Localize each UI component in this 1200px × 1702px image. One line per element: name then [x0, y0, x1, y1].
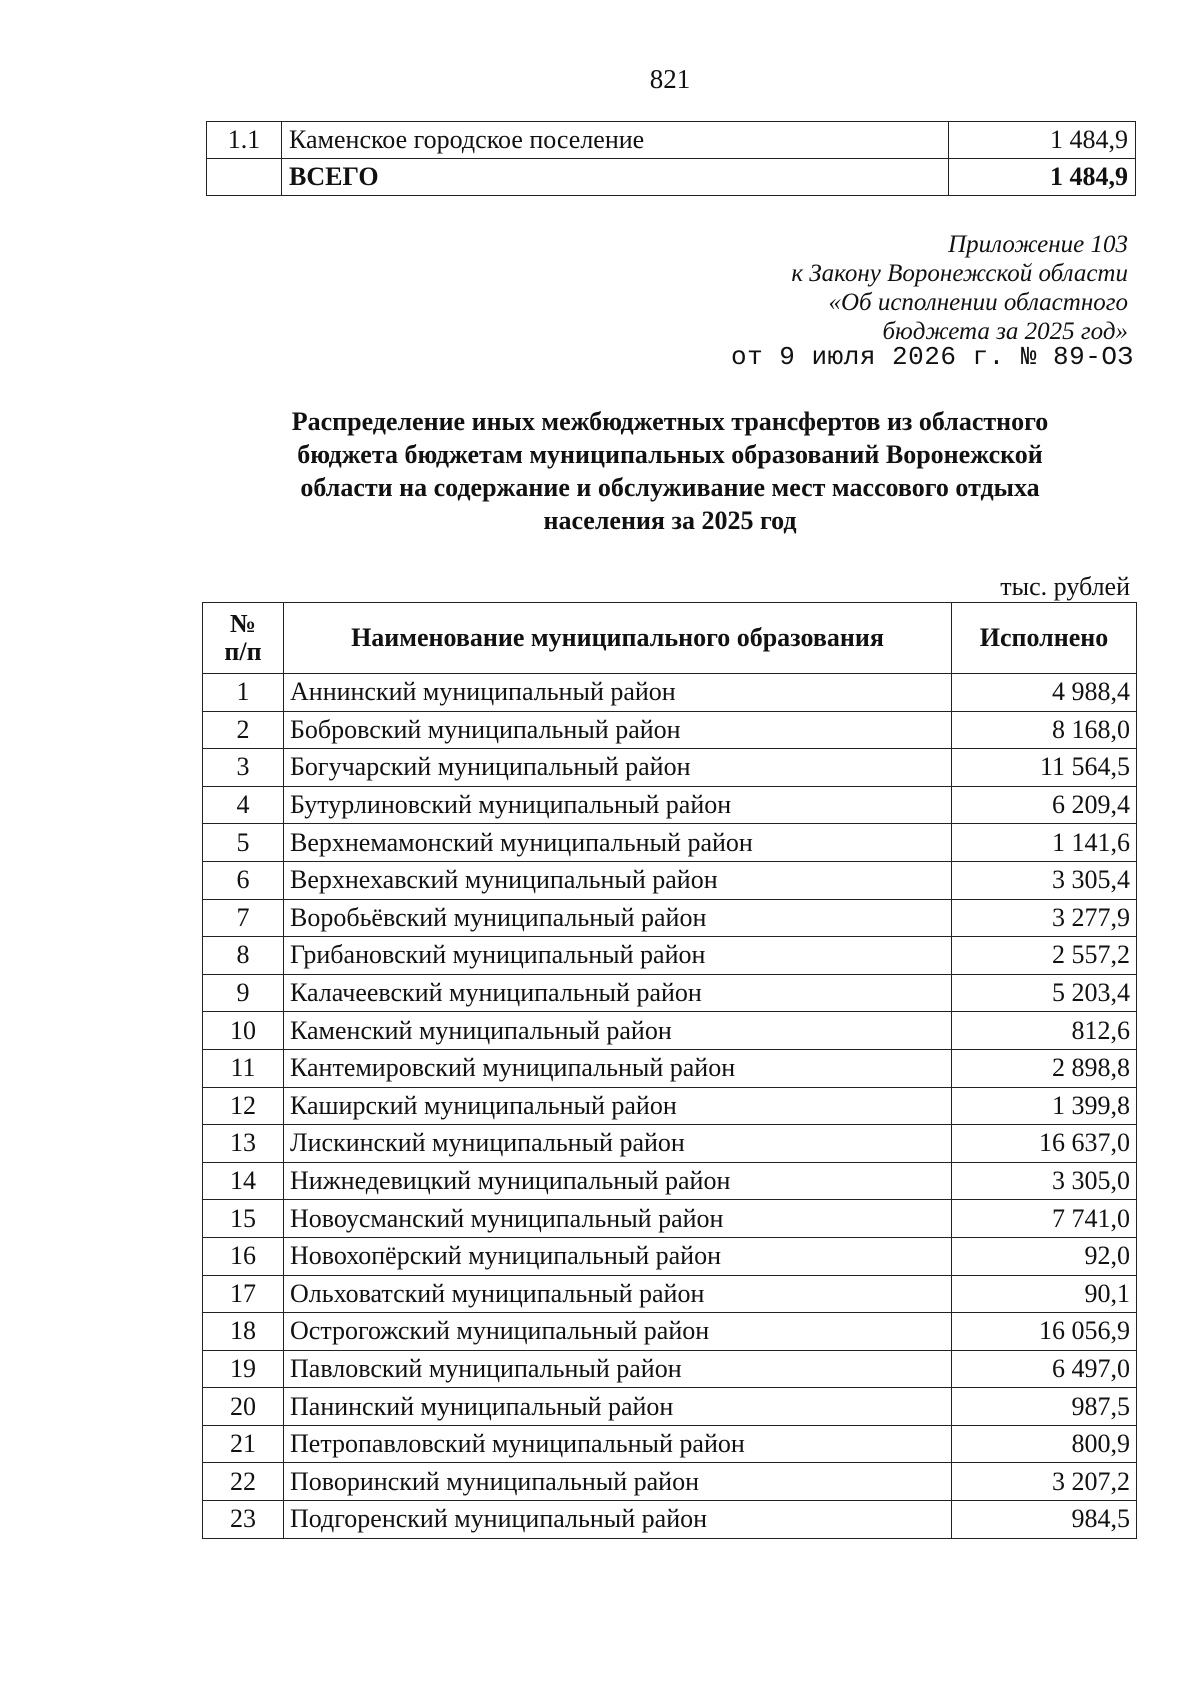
table-row [203, 899, 1137, 937]
table-row [203, 974, 1137, 1012]
row-name: Нижнедевицкий муниципальный район [284, 1162, 952, 1200]
row-value: 3 305,0 [952, 1162, 1137, 1200]
column-header-name: Наименование муниципального образования [284, 603, 952, 674]
table-row [203, 1350, 1137, 1388]
row-name: Кантемировский муниципальный район [284, 1049, 952, 1087]
row-number: 15 [203, 1200, 284, 1238]
row-number: 17 [203, 1275, 284, 1313]
row-value: 1 141,6 [952, 824, 1137, 862]
title-line: Распределение иных межбюджетных трансфертов из областного [291, 407, 1049, 436]
row-name: Верхнемамонский муниципальный район [284, 824, 952, 862]
table-row [203, 861, 1137, 899]
column-header-number [203, 603, 284, 674]
row-number: 7 [203, 899, 284, 937]
title-line: населения за 2025 год [543, 506, 797, 535]
appendix-line: «Об исполнении областного [828, 289, 1128, 316]
page-number: 821 [649, 64, 691, 94]
row-value: 1 484,9 [949, 122, 1136, 159]
units-label: тыс. рублей [1000, 572, 1130, 601]
row-number: 16 [203, 1237, 284, 1275]
table-row [203, 749, 1137, 787]
row-number: 19 [203, 1350, 284, 1388]
row-value: 6 497,0 [952, 1350, 1137, 1388]
table-row [203, 786, 1137, 824]
row-number: 20 [203, 1388, 284, 1426]
continuation-table [206, 121, 1136, 196]
row-name: Новоусманский муниципальный район [284, 1200, 952, 1238]
row-number [207, 159, 282, 196]
table-row [203, 1012, 1137, 1050]
distribution-table [202, 602, 1137, 1539]
row-number: 5 [203, 824, 284, 862]
table-row [207, 122, 1136, 159]
row-name: Каменское городское поселение [282, 122, 949, 159]
table-row [203, 1237, 1137, 1275]
row-name: Острогожский муниципальный район [284, 1313, 952, 1351]
row-value: 2 557,2 [952, 937, 1137, 975]
row-name: Калачеевский муниципальный район [284, 974, 952, 1012]
law-date-stamp: от 9 июля 2026 г. № 89-ОЗ [731, 342, 1134, 372]
row-name: Новохопёрский муниципальный район [284, 1237, 952, 1275]
table-row [203, 711, 1137, 749]
row-name: Каменский муниципальный район [284, 1012, 952, 1050]
row-value: 3 277,9 [952, 899, 1137, 937]
appendix-line: бюджета за 2025 год» [882, 318, 1128, 345]
table-row [203, 937, 1137, 975]
row-name: Ольховатский муниципальный район [284, 1275, 952, 1313]
row-value: 2 898,8 [952, 1049, 1137, 1087]
row-name: Петропавловский муниципальный район [284, 1425, 952, 1463]
row-value: 11 564,5 [952, 749, 1137, 787]
table-row [203, 1087, 1137, 1125]
table-row [203, 1049, 1137, 1087]
row-number: 4 [203, 786, 284, 824]
table-row [203, 674, 1137, 712]
row-number: 1.1 [207, 122, 282, 159]
row-value: 90,1 [952, 1275, 1137, 1313]
row-number: 22 [203, 1463, 284, 1501]
row-value: 812,6 [952, 1012, 1137, 1050]
title-line: области на содержание и обслуживание мест массового отдыха [300, 473, 1040, 502]
row-name: Каширский муниципальный район [284, 1087, 952, 1125]
table-row [203, 1501, 1137, 1539]
document-title [230, 405, 1110, 537]
row-number: 1 [203, 674, 284, 712]
row-value: 987,5 [952, 1388, 1137, 1426]
row-number: 9 [203, 974, 284, 1012]
row-number: 13 [203, 1125, 284, 1163]
column-header-value: Исполнено [952, 603, 1137, 674]
row-name: Воробьёвский муниципальный район [284, 899, 952, 937]
row-value: 16 056,9 [952, 1313, 1137, 1351]
title-line: бюджета бюджетам муниципальных образований Воронежской [297, 440, 1043, 469]
row-value: 8 168,0 [952, 711, 1137, 749]
row-name: Аннинский муниципальный район [284, 674, 952, 712]
table-row [203, 1425, 1137, 1463]
table-row [203, 1200, 1137, 1238]
row-number: 12 [203, 1087, 284, 1125]
row-value: 92,0 [952, 1237, 1137, 1275]
appendix-line: к Закону Воронежской области [791, 260, 1128, 287]
row-number: 18 [203, 1313, 284, 1351]
row-value: 4 988,4 [952, 674, 1137, 712]
row-value: 16 637,0 [952, 1125, 1137, 1163]
table-row [203, 1162, 1137, 1200]
table-row [203, 1125, 1137, 1163]
total-row [207, 159, 1136, 196]
total-value: 1 484,9 [949, 159, 1136, 196]
appendix-note [791, 230, 1128, 346]
row-value: 7 741,0 [952, 1200, 1137, 1238]
appendix-line: Приложение 103 [948, 231, 1128, 258]
row-name: Павловский муниципальный район [284, 1350, 952, 1388]
row-value: 5 203,4 [952, 974, 1137, 1012]
table-row [203, 824, 1137, 862]
table-header-row [203, 603, 1137, 674]
row-number: 3 [203, 749, 284, 787]
row-name: Панинский муниципальный район [284, 1388, 952, 1426]
row-number: 23 [203, 1501, 284, 1539]
row-number: 14 [203, 1162, 284, 1200]
row-number: 8 [203, 937, 284, 975]
row-name: Лискинский муниципальный район [284, 1125, 952, 1163]
table-body [203, 674, 1137, 1539]
table-row [203, 1275, 1137, 1313]
row-name: Бобровский муниципальный район [284, 711, 952, 749]
row-number: 11 [203, 1049, 284, 1087]
header-num-line: п/п [224, 637, 262, 666]
row-name: Богучарский муниципальный район [284, 749, 952, 787]
table-row [203, 1463, 1137, 1501]
row-value: 984,5 [952, 1501, 1137, 1539]
row-name: Поворинский муниципальный район [284, 1463, 952, 1501]
row-number: 10 [203, 1012, 284, 1050]
row-name: Подгоренский муниципальный район [284, 1501, 952, 1539]
row-name: Верхнехавский муниципальный район [284, 861, 952, 899]
total-label: ВСЕГО [282, 159, 949, 196]
table-row [203, 1313, 1137, 1351]
row-value: 3 305,4 [952, 861, 1137, 899]
header-num-line: № [229, 609, 257, 638]
row-value: 800,9 [952, 1425, 1137, 1463]
row-number: 6 [203, 861, 284, 899]
row-number: 21 [203, 1425, 284, 1463]
row-name: Грибановский муниципальный район [284, 937, 952, 975]
table-row [203, 1388, 1137, 1426]
row-name: Бутурлиновский муниципальный район [284, 786, 952, 824]
row-number: 2 [203, 711, 284, 749]
row-value: 3 207,2 [952, 1463, 1137, 1501]
row-value: 6 209,4 [952, 786, 1137, 824]
row-value: 1 399,8 [952, 1087, 1137, 1125]
